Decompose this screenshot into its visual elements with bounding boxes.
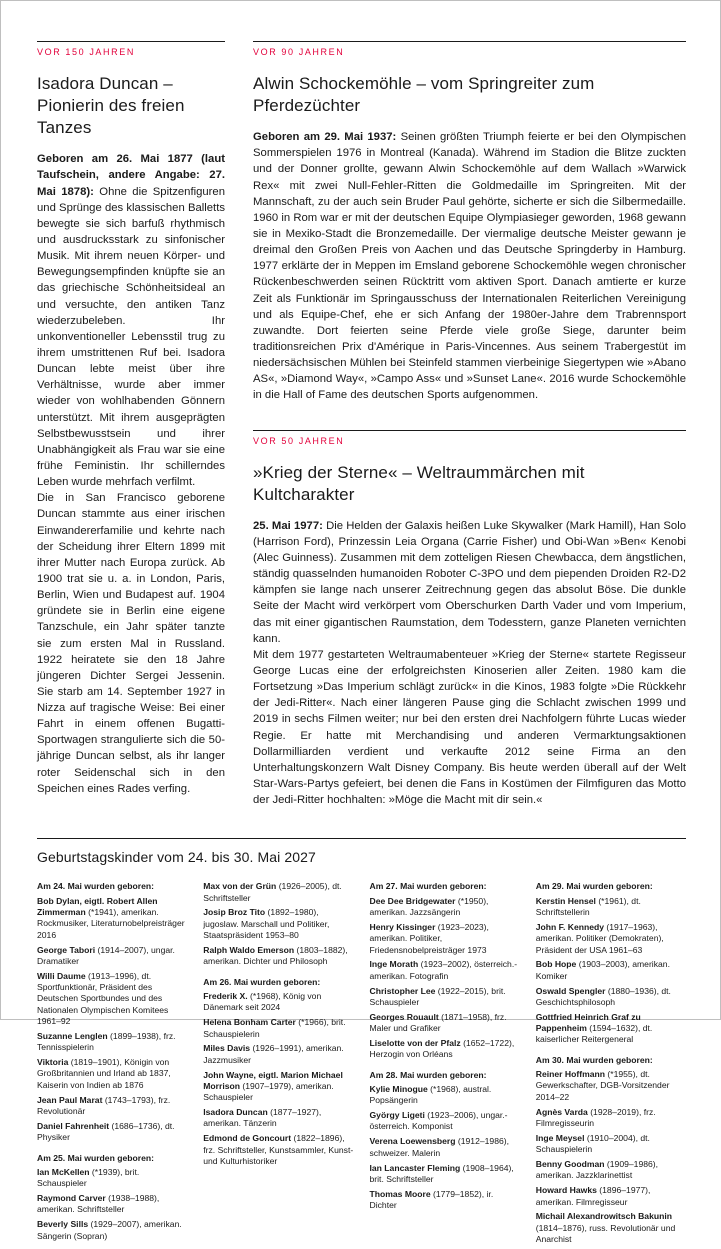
birthday-entry-details: (1903–2003), amerikan. Komiker (535, 959, 670, 981)
kicker-rule (253, 41, 686, 57)
birthday-columns (37, 881, 686, 1249)
article-duncan (37, 41, 225, 797)
article-paragraph (253, 129, 686, 403)
birthday-entry-name: John Wayne, eigtl. Marion Michael Morrison (203, 1069, 343, 1091)
birthday-entry (370, 1110, 520, 1133)
right-column (253, 41, 686, 808)
birthday-entry-name: Gottfried Heinrich Graf zu Pappenheim (535, 1011, 641, 1034)
birthday-entry (37, 1167, 187, 1190)
birthday-entry (203, 1043, 353, 1066)
birthday-group-header: Am 26. Mai wurden geboren: (203, 976, 321, 987)
birthday-entry-details: (*1955), dt. Gewerkschafter, DGB-Vorsitzender 2014–22 (535, 1069, 670, 1102)
birthday-entry-details: (1914–2007), ungar. Dramatiker (37, 944, 175, 966)
birthday-group-header: Am 28. Mai wurden geboren: (369, 1069, 487, 1080)
kicker-rule (253, 430, 686, 446)
birthday-entry-name: Liselotte von der Pfalz (369, 1037, 461, 1048)
birthday-entry-name: Max von der Grün (203, 881, 277, 892)
birthday-entry-name: Agnès Varda (535, 1106, 588, 1117)
birthday-entry-name: Inge Meysel (535, 1132, 585, 1143)
article-paragraph (37, 151, 225, 490)
birthday-entry-name: George Tabori (37, 944, 96, 955)
birthday-entry-details: (1926–2005), dt. Schriftsteller (203, 881, 342, 903)
birthday-entry-name: Inge Morath (369, 959, 419, 970)
birthday-entry-name: Kerstin Hensel (535, 895, 596, 906)
birthday-entry (203, 1133, 353, 1167)
birthday-entry (370, 1189, 520, 1212)
birthday-entry (37, 971, 187, 1028)
birthday-entry-details: (1907–1979), amerikan. Schauspieler (203, 1080, 334, 1103)
birthday-entry-details: (*1950), amerikan. Jazzsängerin (369, 895, 489, 917)
birthday-entry-name: Raymond Carver (37, 1193, 106, 1204)
article-text: Ohne die Spitzenfiguren und Sprünge des klassischen Balletts bewegte sie sich barfuß rhythmisch und ausdrucksstark zu sinfonischer Musik. Mit ihrem neuen Körper- und Bewegungsempfinden knüpfte sie an das griechische Schönheitsideal an und versuchte, den antiken Tanz wiederzubeleben. Ihr unkonventioneller Lebensstil trug zu ihrem umstrittenen Ruf bei. Isadora Duncan lebte meist über ihre Verhältnisse, wurde aber immer wieder von wohlhabenden Gönnern unterstützt. Mit ihrem ausgeprägten Selbstbewusstsein und ihrer Unabhängigkeit als Frau war sie eine frühe Feministin. Ihr schillerndes Leben wurde mehrfach verfilmt. (37, 185, 225, 489)
birthday-entry (536, 896, 686, 919)
article-paragraph (253, 518, 686, 647)
birthday-entry (536, 1069, 686, 1103)
birthday-entry (37, 1219, 187, 1242)
birthday-entry-details: (1594–1632), dt. kaiserlicher Reitergeneral (535, 1023, 653, 1045)
birthday-entry (37, 1057, 187, 1091)
article-paragraph: Die in San Francisco geborene Duncan stammte aus einer irischen Einwandererfamilie und kehrte nach der Scheidung ihrer Eltern 1899 mit ihrer Mutter nach Europa zurück. Ab 1900 trat sie u. a. in London, Paris, Berlin, Wien und Budapest auf. 1904 gründete sie in Berlin eine eigene Tanzschule, ein Jahr später tanzte sie zum ersten Mal in Russland. 1922 heiratete sie den 18 Jahre jüngeren Dichter Sergei Jessenin. Sie starb am 14. September 1927 in Nizza auf tragische Weise: Bei einer Fahrt in einem offenen Bugatti-Sportwagen strangulierte sich die 50-jährige Duncan selbst, als ihr langer roter Seidenschal sich in den Speichen eines Rades verfing. (37, 492, 225, 795)
birthday-entry-details: (1909–1986), amerikan. Jazzklarinettist (535, 1159, 659, 1181)
birthday-entry-name: Isadora Duncan (203, 1107, 268, 1118)
birthday-entry-name: Benny Goodman (535, 1159, 605, 1170)
birthday-entry-name: Jean Paul Marat (37, 1094, 103, 1105)
birthday-entry-details: (*1968), austral. Popsängerin (369, 1083, 492, 1106)
birthday-group-header: Am 25. Mai wurden geboren: (37, 1152, 154, 1163)
birthday-entry (370, 1163, 520, 1186)
birthday-entry (203, 991, 353, 1014)
birthday-entry (370, 1136, 520, 1159)
birthday-entry (203, 1070, 353, 1104)
birthday-entry-details: (1814–1876), russ. Revolutionär und Anarchist (535, 1222, 676, 1245)
birthday-entry-name: Josip Broz Tito (203, 907, 266, 918)
birthday-entry (370, 959, 520, 982)
article-body (253, 518, 686, 809)
birthday-entry-details: (1819–1901), Königin von Großbritannien und Irland ab 1837, Kaiserin von Indien ab 1876 (37, 1057, 171, 1090)
article-title: Isadora Duncan – Pionierin des freien Tanzes (37, 74, 185, 138)
birthday-entry (37, 896, 187, 941)
birthday-entry-name: Ian Lancaster Fleming (369, 1162, 461, 1173)
article-paragraph: Mit dem 1977 gestarteten Weltraumabenteuer »Krieg der Sterne« startete Regisseur George Lucas eine der erfolgreichsten Kinoserien aller Zeiten. 1980 kam die Fortsetzung »Das Imperium schlägt zurück« in die Kinos, 1983 folgte »Die Rückkehr der Jedi-Ritter«. Nach einer längeren Pause ging die Schlacht zwischen 1999 und 2019 in sechs Filmen weiter; nur bei den ersten drei Nachfolgern führte Lucas wieder Regie. Er hatte mit Merchandising und anderen Vermarktungsaktionen Dollarmilliarden verdient und verkaufte 2012 seine Firma an den Unterhaltungskonzern Walt Disney Company. Bis heute werden überall auf der Welt Star-Wars-Partys gefeiert, bei denen die Fans in Kostümen der Filmfiguren das Motto der Jedi-Ritter hochhalten: »Möge die Macht mit dir sein.« (253, 648, 686, 807)
birthday-entry-name: Henry Kissinger (369, 921, 436, 932)
birthday-entry (203, 881, 353, 904)
birthday-entry-name: Bob Hope (535, 959, 577, 970)
birthday-entry (536, 959, 686, 982)
birthday-entry-details: (*1968), König von Dänemark seit 2024 (203, 991, 322, 1013)
birthday-entry-name: Daniel Fahrenheit (37, 1120, 110, 1131)
birthday-entry-details: (1822–1896), frz. Schriftsteller, Kunstsammler, Kunst- und Kulturhistoriker (203, 1133, 354, 1167)
birthday-entry-name: Reiner Hoffmann (535, 1069, 605, 1080)
article-text: Seinen größten Triumph feierte er bei den Olympischen Sommerspielen 1976 in Montreal (Kanada). Während im Stadion die Blitze zuckten und der Donner grollte, gewann Alwin Schockemöhle auf dem Wallach »Warwick Rex« mit zwei Null-Fehler-Ritten die Goldmedaille im Springreiten. Mit der Mannschaft, zu der auch sein Bruder Paul gehörte, sicherte er sich die Silbermedaille. 1960 in Rom war er mit der deutschen Equipe Olympiasieger geworden, 1968 gewann sie in Mexiko-Stadt die Bronzemedaille. Der viermalige deutsche Meister gewann je dreimal den Großen Preis von Aachen und das Deutsche Springderby in Hamburg. 1977 erklärte der in Meppen im Emsland geborene Schockemöhle wegen chronischer Rückenbeschwerden seinen Rücktritt vom aktiven Sport. Danach amtierte er kurze Zeit als Funktionär im Springausschuss der Internationalen Reiterlichen Vereinigung und als Equipe-Chef, ehe er sich Anfang der 1980er-Jahre dem Trabrennsport zuwandte. Dort feierten seine Pferde viele große Siege, darunter beim traditionsreichen Prix d'Amérique in Paris-Vincennes. Aus seinem Trabergestüt im niedersächsischen Mühlen bei Steinfeld stammen vierbeinige Siegertypen wie »Abano AS«, »Diamond Way«, »Campo Ass« und »Sunset Lane«. 2016 wurde Schockemöhle in die Hall of Fame des deutschen Sports aufgenommen. (253, 131, 687, 402)
birthday-entry-details: (*1966), brit. Schauspielerin (203, 1017, 346, 1039)
birthday-entry (37, 945, 187, 968)
birthday-entry-details: (1929–2007), amerikan. Sängerin (Sopran) (37, 1219, 182, 1241)
page-content (1, 1, 720, 1249)
birthday-entry-details: (1922–2015), brit. Schauspieler (369, 985, 506, 1007)
birthday-entry-name: György Ligeti (369, 1110, 425, 1121)
birthday-entry-details: (1908–1964), brit. Schriftsteller (369, 1162, 514, 1184)
birthday-entry-details: (1896–1977), amerikan. Filmregisseur (535, 1185, 651, 1207)
birthday-entry-details: (1743–1793), frz. Revolutionär (37, 1094, 171, 1116)
birthday-entry-name: Edmond de Goncourt (203, 1133, 292, 1144)
birthday-entry-name: Verena Loewensberg (369, 1136, 456, 1147)
article-lead: Geboren am 29. Mai 1937: (253, 131, 397, 144)
birthday-entry (536, 1107, 686, 1130)
birthday-entry-name: Willi Daume (37, 970, 86, 981)
birthday-entry-name: Howard Hawks (535, 1185, 597, 1196)
birthday-group-header: Am 24. Mai wurden geboren: (37, 881, 154, 892)
birthday-entry-name: Suzanne Lenglen (37, 1030, 108, 1041)
birthday-entry-name: Georges Rouault (369, 1011, 439, 1022)
birthday-entry-details: (*1961), dt. Schriftstellerin (535, 895, 641, 917)
birthday-column (536, 881, 686, 1249)
birthday-entry-details: (1803–1882), amerikan. Dichter und Philosoph (203, 945, 348, 967)
article-title: »Krieg der Sterne« – Weltraummärchen mit Kultcharakter (253, 462, 585, 504)
birthday-column (370, 881, 520, 1249)
birthday-entry-name: Ian McKellen (37, 1166, 90, 1177)
birthday-entry (370, 1012, 520, 1035)
article-kicker: VOR 150 JAHREN (37, 47, 135, 57)
birthday-entry-details: (1917–1963), amerikan. Politiker (Demokraten), Präsident der USA 1961–63 (535, 921, 664, 955)
birthday-entry-name: Dee Dee Bridgewater (369, 895, 456, 906)
birthday-entry (536, 1185, 686, 1208)
birthday-entry (536, 1133, 686, 1156)
birthday-entry-name: Miles Davis (203, 1043, 251, 1054)
birthday-entry-details: (1923–2023), amerikan. Politiker, Friedensnobelpreisträger 1973 (369, 921, 489, 955)
birthday-entry (370, 896, 520, 919)
birthday-entry-details: (1899–1938), frz. Tennisspielerin (37, 1030, 176, 1053)
article-lead: Geboren am 26. Mai 1877 (laut Taufschein, andere Angabe: 27. Mai 1878): (37, 153, 225, 198)
article-star-wars (253, 430, 686, 809)
birthday-entry (37, 1031, 187, 1054)
birthdays-section (37, 838, 686, 1249)
birthday-entry-details: (1926–1991), amerikan. Jazzmusiker (203, 1043, 344, 1065)
birthday-entry-details: (1892–1980), jugoslaw. Marschall und Politiker, Staatspräsident 1953–80 (203, 907, 330, 941)
birthday-column (203, 881, 353, 1249)
birthday-group-header: Am 30. Mai wurden geboren: (535, 1054, 653, 1065)
article-body (37, 151, 225, 797)
article-body (253, 129, 686, 403)
birthday-entry-name: Ralph Waldo Emerson (203, 945, 295, 956)
birthday-entry-details: (1928–2019), frz. Filmregisseurin (535, 1106, 656, 1128)
birthday-entry-name: Viktoria (37, 1057, 69, 1068)
birthday-entry-details: (1938–1988), amerikan. Schriftsteller (37, 1193, 160, 1215)
birthday-entry (37, 1193, 187, 1216)
birthday-entry (536, 1211, 686, 1245)
birthday-entry (536, 986, 686, 1009)
birthday-entry-name: Bob Dylan, eigtl. Robert Allen Zimmerman (37, 895, 158, 917)
birthday-entry (203, 1107, 353, 1130)
birthday-entry (370, 986, 520, 1009)
birthday-entry-details: (1779–1852), ir. Dichter (369, 1188, 494, 1211)
birthday-entry-name: Beverly Sills (37, 1219, 89, 1230)
birthday-entry-details: (1652–1722), Herzogin von Orléans (369, 1037, 515, 1060)
birthday-entry (536, 1159, 686, 1182)
birthday-entry-details: (*1939), brit. Schauspieler (37, 1166, 140, 1189)
birthday-entry (203, 945, 353, 968)
birthday-entry (203, 907, 353, 941)
birthday-entry-details: (1871–1958), frz. Maler und Grafiker (369, 1011, 507, 1034)
birthday-entry-details: (1910–2004), dt. Schauspielerin (535, 1132, 650, 1155)
birthday-entry (536, 922, 686, 956)
birthday-entry-name: Helena Bonham Carter (203, 1017, 296, 1028)
article-kicker: VOR 90 JAHREN (253, 47, 345, 57)
kicker-rule (37, 41, 225, 57)
birthday-entry-name: Christopher Lee (369, 985, 436, 996)
articles-area (37, 41, 686, 808)
birthday-column (37, 881, 187, 1249)
birthdays-title: Geburtstagskinder vom 24. bis 30. Mai 2027 (37, 849, 316, 866)
birthday-entry (370, 1084, 520, 1107)
birthday-entry (203, 1017, 353, 1040)
birthday-entry-name: Kylie Minogue (369, 1083, 428, 1094)
birthday-entry (37, 1121, 187, 1144)
article-title: Alwin Schockemöhle – vom Springreiter zum Pferdezüchter (253, 74, 595, 116)
birthday-entry (37, 1095, 187, 1118)
birthday-entry-details: (*1941), amerikan. Rockmusiker, Literaturnobelpreisträger 2016 (37, 906, 185, 940)
article-kicker: VOR 50 JAHREN (253, 435, 345, 446)
birthday-entry-details: (1913–1996), dt. Sportfunktionär, Präsident des Deutschen Sportbundes und des Nationalen Olympischen Komitees 1961–92 (37, 970, 169, 1027)
birthday-entry-details: (1912–1986), schweizer. Malerin (369, 1136, 509, 1158)
article-text: Die Helden der Galaxis heißen Luke Skywalker (Mark Hamill), Han Solo (Harrison Ford), Prinzessin Leia Organa (Carrie Fisher) und Obi-Wan »Ben« Kenobi (Alec Guinness). Zusammen mit dem zotteligen Riesen Chewbacca, dem ängstlichen, ständig quasselnden humanoiden Roboter C-3PO und dem piependen Droiden R2-D2 kämpfen sie lange nach unserer Zeitrechnung gegen das absolut Böse. Die dunkle Seite der Macht wird verkörpert vom Oberschurken Darth Vader und vom Imperium, das mit einer gigantischen Raumstation, dem Todesstern, ganze Planeten vernichten kann. (253, 519, 686, 645)
birthday-group-header: Am 27. Mai wurden geboren: (369, 881, 487, 892)
birthday-group-header: Am 29. Mai wurden geboren: (535, 881, 653, 892)
birthday-entry-details: (1877–1927), amerikan. Tänzerin (203, 1107, 322, 1129)
birthday-entry (370, 922, 520, 956)
birthday-entry-name: Oswald Spengler (535, 985, 606, 996)
article-lead: 25. Mai 1977: (253, 519, 323, 532)
birthday-entry (370, 1038, 520, 1061)
birthday-entry-name: John F. Kennedy (535, 921, 605, 932)
birthday-entry-name: Michail Alexandrowitsch Bakunin (535, 1211, 673, 1222)
birthday-entry-details: (1923–2006), ungar.-österreich. Komponist (369, 1110, 508, 1132)
birthday-entry-details: (1923–2002), österreich.-amerikan. Fotografin (369, 959, 518, 981)
birthday-entry (536, 1012, 686, 1046)
birthday-entry-name: Thomas Moore (369, 1188, 431, 1199)
birthday-entry-details: (1686–1736), dt. Physiker (37, 1120, 175, 1143)
birthday-entry-name: Frederik X. (203, 991, 248, 1002)
article-schockemoehle (253, 41, 686, 404)
birthday-entry-details: (1880–1936), dt. Geschichtsphilosoph (535, 985, 671, 1007)
